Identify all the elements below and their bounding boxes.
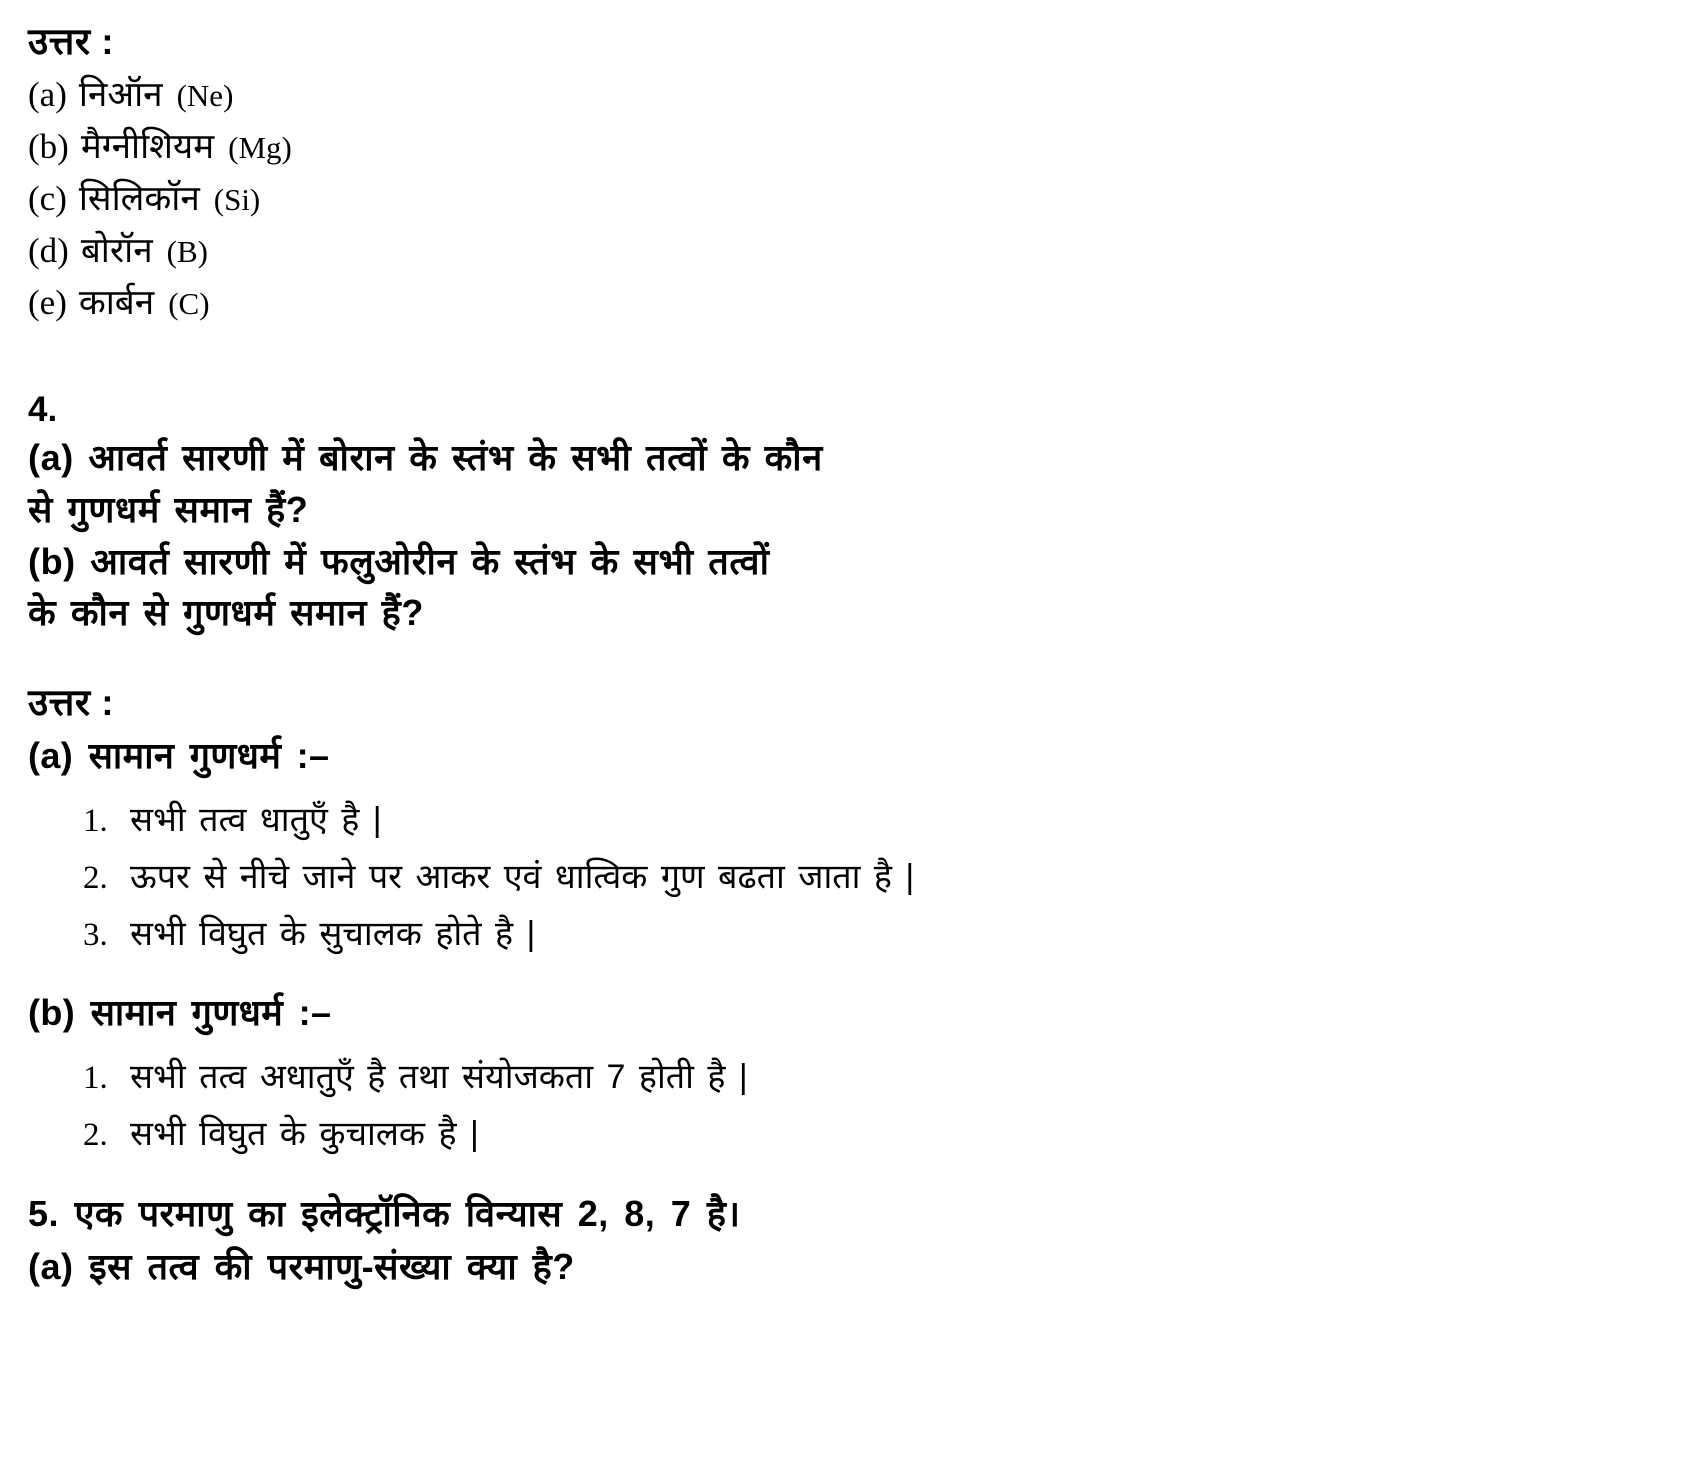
question4-number: 4. xyxy=(28,389,58,429)
list-item: 1. सभी तत्व अधातुएँ है तथा संयोजकता 7 होती है | xyxy=(120,1052,1670,1103)
answer3-heading: उत्तर : xyxy=(28,21,115,62)
question4-line-1: (a) आवर्त सारणी में बोरान के स्तंभ के सभी तत्वों के कौन xyxy=(28,437,823,478)
answer4-heading: उत्तर : xyxy=(28,682,115,724)
option-marker: (c) xyxy=(28,179,67,219)
option-symbol: (Si) xyxy=(213,182,261,218)
list-item: 3. सभी विघुत के सुचालक होते है | xyxy=(120,909,1670,960)
option-marker: (a) xyxy=(28,75,67,115)
spacer xyxy=(28,329,1670,387)
question5-line-2: (a) इस तत्व की परमाणु-संख्या क्या है? xyxy=(28,1246,575,1287)
spacer xyxy=(28,1166,1670,1188)
option-name: बोरॉन xyxy=(80,230,153,270)
list-item: 2. ऊपर से नीचे जाने पर आकर एवं धात्विक गुण बढता जाता है | xyxy=(120,852,1670,903)
question4-line-2: से गुणधर्म समान हैं? xyxy=(28,488,309,530)
answer4-part-b-title: (b) सामान गुणधर्म :– xyxy=(28,992,332,1034)
option-symbol: (Mg) xyxy=(228,130,292,166)
list-item xyxy=(28,173,1670,225)
option-name: निऑन xyxy=(78,75,163,115)
answer4-part-a-title: (a) सामान गुणधर्म :– xyxy=(28,734,330,776)
option-symbol: (Ne) xyxy=(176,78,234,114)
answer4-part-a-points xyxy=(28,795,1670,960)
spacer xyxy=(28,966,1670,988)
list-item: 1. सभी तत्व धातुएँ है | xyxy=(120,795,1670,846)
answer4-part-b-points xyxy=(28,1052,1670,1160)
option-name: कार्बन xyxy=(78,282,155,322)
option-marker: (b) xyxy=(28,127,69,167)
option-marker: (e) xyxy=(28,282,67,322)
list-item xyxy=(28,277,1670,329)
question4-line-3: (b) आवर्त सारणी में फलुओरीन के स्तंभ के सभी तत्वों xyxy=(28,540,770,582)
list-item xyxy=(28,69,1670,121)
option-symbol: (B) xyxy=(166,233,208,269)
list-item xyxy=(28,225,1670,277)
option-name: मैग्नीशियम xyxy=(80,127,215,167)
list-item xyxy=(28,121,1670,173)
spacer xyxy=(28,639,1670,679)
option-name: सिलिकॉन xyxy=(78,179,200,219)
option-symbol: (C) xyxy=(168,285,210,321)
question4-line-4: के कौन से गुणधर्म समान हैं? xyxy=(28,592,424,634)
question5-line-1: 5. एक परमाणु का इलेक्ट्रॉनिक विन्यास 2, 8, 7 है। xyxy=(28,1193,741,1235)
list-item: 2. सभी विघुत के कुचालक है | xyxy=(120,1109,1670,1160)
answer3-option-list xyxy=(28,69,1670,328)
option-marker: (d) xyxy=(28,230,69,270)
